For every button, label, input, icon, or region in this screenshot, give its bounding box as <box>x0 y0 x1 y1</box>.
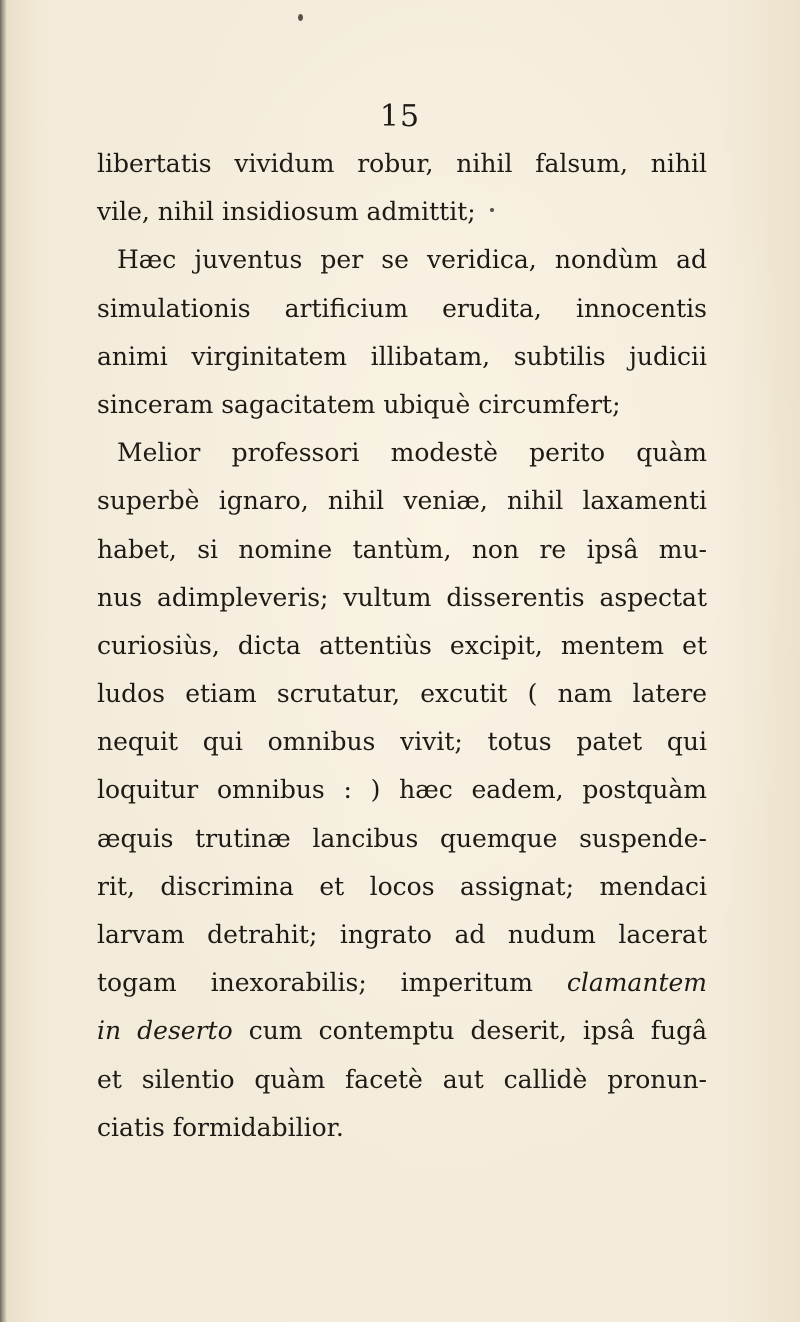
page-number: 15 <box>379 99 421 134</box>
text-line: larvam detrahit; ingrato ad nudum lacerat <box>97 920 707 949</box>
text-line: simulationis artificium erudita, innocentis <box>97 293 707 323</box>
text-line: rit, discrimina et locos assignat; mendaci <box>97 871 707 901</box>
text-line: ciatis formidabilior. <box>97 1112 344 1142</box>
text-line: nus adimpleveris; vultum disserentis aspectat <box>97 582 707 612</box>
text-line: sinceram sagacitatem ubiquè circumfert; <box>97 389 621 419</box>
text-line: Hæc juventus per se veridica, nondùm ad <box>117 245 707 275</box>
ink-speck <box>298 14 303 21</box>
italic-phrase: clamantem <box>566 968 707 998</box>
text-line: et silentio quàm facetè aut callidè pronun- <box>97 1064 707 1094</box>
body-text <box>97 140 707 1152</box>
italic-phrase: in deserto <box>97 1016 233 1046</box>
text-line: loquitur omnibus : ) hæc eadem, postquàm <box>97 775 707 805</box>
text-line: habet, si nomine tantùm, non re ipsâ mu- <box>97 534 707 564</box>
text-line: nequit qui omnibus vivit; totus patet qui <box>97 727 707 757</box>
text-line: curiosiùs, dicta attentiùs excipit, mentem et <box>97 630 707 660</box>
text-line: ludos etiam scrutatur, excutit ( nam latere <box>97 679 707 709</box>
page-binding-edge <box>0 0 7 1322</box>
text-line: superbè ignaro, nihil veniæ, nihil laxamenti <box>97 486 707 516</box>
text-line: animi virginitatem illibatam, subtilis judicii <box>97 341 707 371</box>
text-line: vile, nihil insidiosum admittit; <box>97 197 476 227</box>
text-line-with-italic: in deserto cum contemptu deserit, ipsâ fugâ <box>97 1016 707 1046</box>
text-line: libertatis vividum robur, nihil falsum, nihil <box>97 149 707 178</box>
text-line: æquis trutinæ lancibus quemque suspende- <box>97 823 707 853</box>
text-line-with-italic: togam inexorabilis; imperitum clamantem <box>97 968 707 998</box>
text-line: Melior professori modestè perito quàm <box>117 438 707 468</box>
